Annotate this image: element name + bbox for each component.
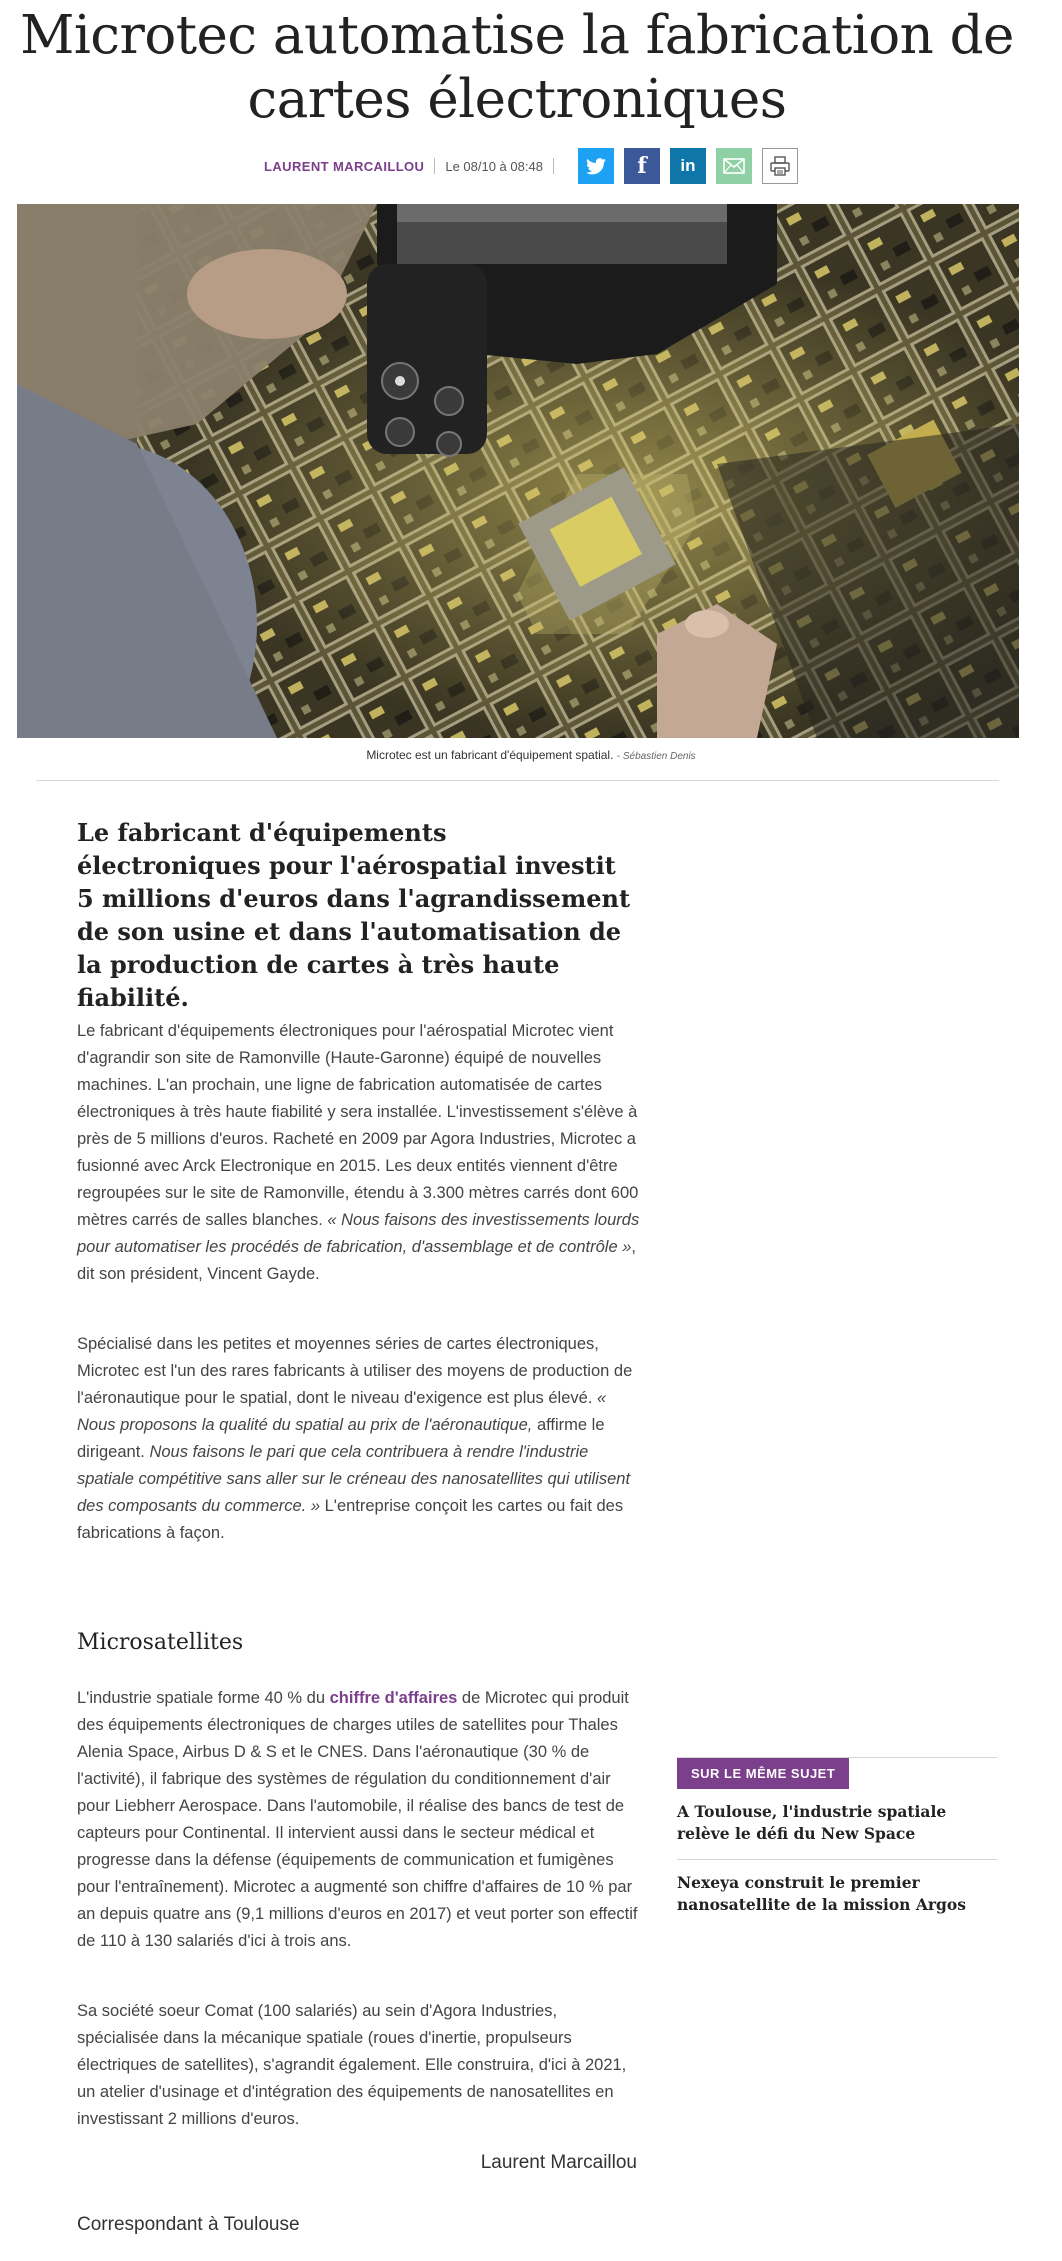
- quote-text: Nous faisons le pari que cela contribuera à rendre l'industrie spatiale compétitive sans aller sur le créneau des nanosatellites qui utilisent des composants du commerce. »: [77, 1443, 631, 1515]
- caption-text: Microtec est un fabricant d'équipement spatial.: [366, 748, 614, 762]
- related-article-link[interactable]: Nexeya construit le premier nanosatellite de la mission Argos: [677, 1873, 966, 1914]
- circuit-board-photo: [17, 204, 1019, 738]
- paragraph-text: Spécialisé dans les petites et moyennes séries de cartes électroniques, Microtec est l'un des rares fabricants à utiliser des moyens de production de l'aéronautique pour le spatial, dont le niveau d'exigence est plus élevé.: [77, 1335, 633, 1407]
- related-badge: SUR LE MÊME SUJET: [677, 1758, 849, 1789]
- body-paragraph: Sa société soeur Comat (100 salariés) au sein d'Agora Industries, spécialisée dans la mécanique spatiale (roues d'inertie, propulseurs électriques de satellites), s'agrandit également. Elle construira, d'ici à 2021, un atelier d'usinage et d'intégration des équipements de nanosatellites en investissant 2 millions d'euros.: [77, 2002, 627, 2128]
- print-button[interactable]: [762, 148, 798, 184]
- caption-divider: [36, 780, 999, 781]
- author-link[interactable]: LAURENT MARCAILLOU: [264, 158, 425, 174]
- paragraph-text: Le fabricant d'équipements électroniques pour l'aérospatial Microtec vient d'agrandir son site de Ramonville (Haute-Garonne) équipé de nouvelles machines. L'an prochain, une ligne de fabrication automatisée de cartes électroniques à très haute fiabilité y sera installée. L'investissement s'élève à près de 5 millions d'euros. Racheté en 2009 par Agora Industries, Microtec a fusionné avec Arck Electronique en 2015. Les deux entités viennent d'être regroupées sur le site de Ramonville, étendu à 3.300 mètres carrés dont 600 mètres carrés de salles blanches.: [77, 1022, 639, 1229]
- author-signature: Laurent Marcaillou: [480, 2152, 637, 2173]
- email-icon: [723, 158, 745, 174]
- share-twitter-button[interactable]: [578, 148, 614, 184]
- related-articles: [677, 1757, 997, 1930]
- body-paragraph: [77, 1331, 642, 1547]
- quote-text: « Nous proposons la qualité du spatial au prix de l'aéronautique,: [77, 1389, 607, 1434]
- chiffre-affaires-link[interactable]: chiffre d'affaires: [329, 1689, 458, 1707]
- body-paragraph: [77, 1018, 642, 1288]
- byline-divider: [434, 158, 435, 174]
- section-heading: Microsatellites: [77, 1630, 244, 1655]
- article-lead: Le fabricant d'équipements électroniques pour l'aérospatial investit 5 millions d'euros dans l'agrandissement de son usine et dans l'automatisation de la production de cartes à très haute fiabilité.: [77, 818, 631, 1012]
- byline: [0, 148, 1062, 184]
- paragraph-text: affirme le dirigeant.: [77, 1416, 605, 1461]
- publish-date: Le 08/10 à 08:48: [445, 158, 543, 174]
- hero-image: [17, 204, 1019, 738]
- share-linkedin-button[interactable]: [670, 148, 706, 184]
- share-bar: [578, 148, 798, 184]
- share-facebook-button[interactable]: [624, 148, 660, 184]
- paragraph-text: , dit son président, Vincent Gayde.: [77, 1238, 636, 1283]
- facebook-icon: f: [637, 153, 647, 179]
- paragraph-text: de Microtec qui produit des équipements électroniques de charges utiles de satellites pour Thales Alenia Space, Airbus D & S et le CNES. Dans l'aéronautique (30 % de l'activité), il fabrique des systèmes de régulation du conditionnement d'air pour Liebherr Aerospace. Dans l'automobile, il réalise des bancs de test de capteurs pour Continental. Il intervient aussi dans le secteur médical et progresse dans la défense (équipements de communication et fumigènes pour l'entraînement). Microtec a augmenté son chiffre d'affaires de 10 % par an depuis quatre ans (9,1 millions d'euros en 2017) et veut porter son effectif de 110 à 130 salariés d'ici à trois ans.: [77, 1689, 638, 1950]
- article-title: Microtec automatise la fabrication de cartes électroniques: [20, 5, 1014, 130]
- print-icon: [769, 156, 791, 176]
- photo-credit: - Sébastien Denis: [616, 751, 696, 762]
- share-email-button[interactable]: [716, 148, 752, 184]
- hero-caption: [0, 748, 1062, 762]
- paragraph-text: L'industrie spatiale forme 40 % du: [77, 1689, 330, 1707]
- related-article-link[interactable]: A Toulouse, l'industrie spatiale relève le défi du New Space: [677, 1802, 947, 1843]
- paragraph-text: L'entreprise conçoit les cartes ou fait des fabrications à façon.: [77, 1497, 624, 1542]
- quote-text: « Nous faisons des investissements lourds pour automatiser les procédés de fabrication, d'assemblage et de contrôle »: [77, 1211, 640, 1256]
- author-role: Correspondant à Toulouse: [77, 2214, 300, 2235]
- linkedin-icon: in: [680, 156, 696, 175]
- body-paragraph: [77, 1685, 642, 1955]
- twitter-icon: [586, 158, 606, 175]
- byline-divider: [553, 158, 554, 174]
